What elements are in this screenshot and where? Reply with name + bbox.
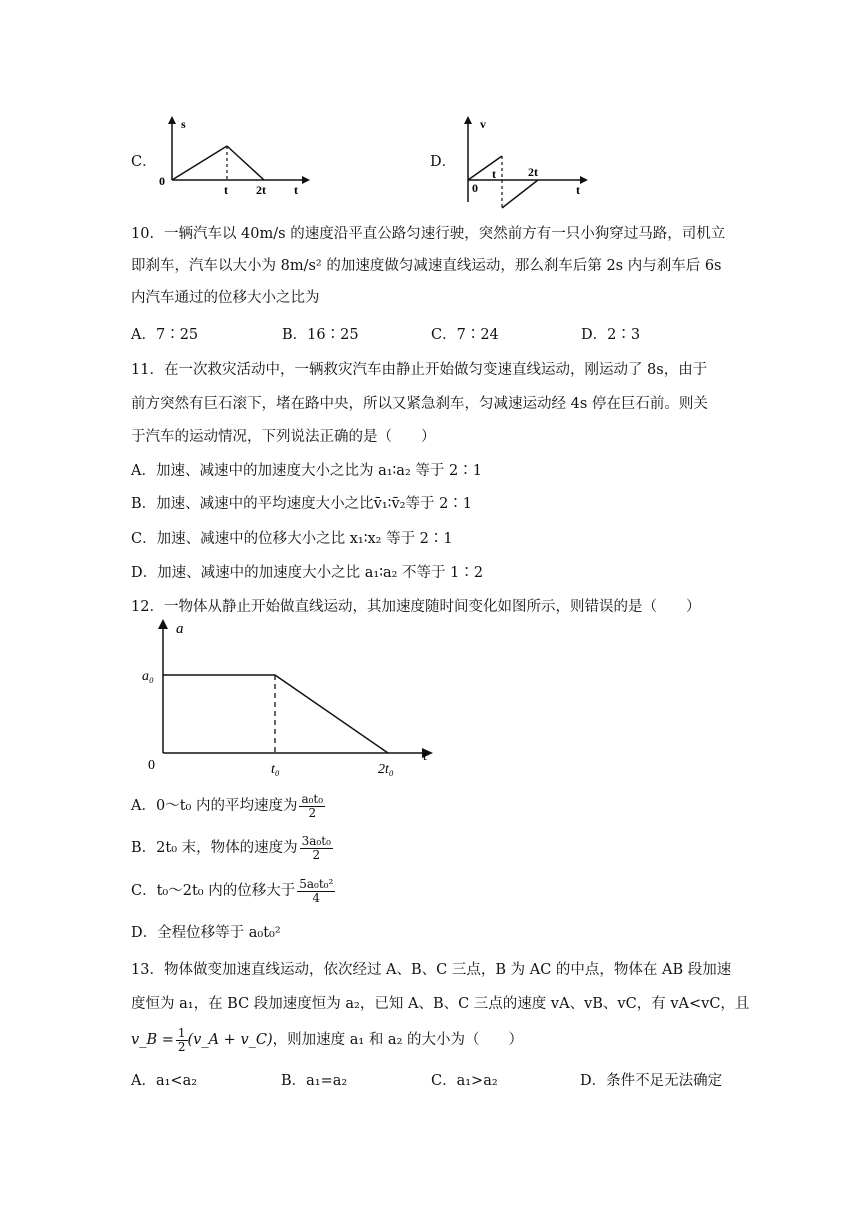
q10-option-c: C．7∶24 <box>431 327 499 343</box>
q11-option-b-v2: v̄₂ <box>391 496 406 512</box>
graph-d-origin: 0 <box>472 181 478 195</box>
q12-stem: 12．一物体从静止开始做直线运动，其加速度随时间变化如图所示，则错误的是（ ） <box>131 599 701 615</box>
q12-option-a-text: A．0～t₀ 内的平均速度为 <box>131 798 298 814</box>
graph-c-ylabel: s <box>181 117 186 131</box>
q9-graph-d <box>450 112 595 212</box>
graph-a0-label: a₀ <box>142 669 154 684</box>
q9-option-d-label: D． <box>430 154 457 170</box>
q10-option-a: A．7∶25 <box>131 327 199 343</box>
q13-eq-rhs: (v_A + v_C) <box>187 1032 273 1048</box>
q10-option-d: D．2∶3 <box>581 327 641 343</box>
q10-option-b: B．16∶25 <box>282 327 359 343</box>
graph-d-tick-2t: 2t <box>528 165 538 179</box>
fraction-numerator: 5a₀t₀² <box>299 876 334 891</box>
q13-eq-fraction <box>176 1027 188 1054</box>
q11-option-b-pre: B．加速、减速中的平均速度大小之比 <box>131 496 374 512</box>
q12-option-b <box>131 834 333 862</box>
q13-line-3-rest: ，则加速度 a₁ 和 a₂ 的大小为（ ） <box>272 1032 523 1048</box>
fraction-numerator: a₀t₀ <box>301 791 324 806</box>
q10-line-2: 即刹车，汽车以大小为 8m/s² 的加速度做匀减速直线运动，那么刹车后第 2s 内与刹车后 6s <box>131 258 722 274</box>
fraction-denominator: 4 <box>312 890 321 905</box>
q13-line-1: 13．物体做变加速直线运动，依次经过 A、B、C 三点，B 为 AC 的中点，物体在 AB 段加速 <box>131 962 732 978</box>
fraction-denominator: 2 <box>312 847 321 862</box>
q12-option-a-fraction <box>299 793 325 820</box>
q13-line-2: 度恒为 a₁，在 BC 段加速度恒为 a₂，已知 A、B、C 三点的速度 vA、vB、vC，有 vA<vC，且 <box>131 996 750 1012</box>
graph-t0-label: t₀ <box>271 762 280 777</box>
q10-line-1: 10．一辆汽车以 40m/s 的速度沿平直公路匀速行驶，突然前方有一只小狗穿过马路，司机立 <box>131 226 726 242</box>
q11-option-d: D．加速、减速中的加速度大小之比 a₁∶a₂ 不等于 1∶2 <box>131 565 484 581</box>
q13-option-c: C．a₁>a₂ <box>431 1073 498 1089</box>
graph-xlabel: t <box>423 748 428 764</box>
q11-option-b-v1: v̄₁ <box>373 496 388 512</box>
q11-option-c: C．加速、减速中的位移大小之比 x₁∶x₂ 等于 2∶1 <box>131 531 453 547</box>
q13-eq-lhs: v_B = <box>131 1032 174 1048</box>
graph-2t0-label: 2t₀ <box>378 762 394 777</box>
q13-option-a: A．a₁<a₂ <box>131 1073 198 1089</box>
graph-c-tick-t: t <box>224 183 228 197</box>
fraction-denominator: 2 <box>308 805 317 820</box>
q12-option-b-fraction <box>300 835 333 862</box>
q12-option-a <box>131 792 325 820</box>
q13-option-d: D．条件不足无法确定 <box>580 1073 723 1089</box>
q11-line-1: 11．在一次救灾活动中，一辆救灾汽车由静止开始做匀变速直线运动，刚运动了 8s，由于 <box>131 362 708 378</box>
q11-option-a: A．加速、减速中的加速度大小之比为 a₁∶a₂ 等于 2∶1 <box>131 463 482 479</box>
graph-c-tick-2t: 2t <box>256 183 266 197</box>
q13-line-3 <box>131 1026 523 1054</box>
q11-option-b-post: 等于 2∶1 <box>405 496 473 512</box>
q11-option-b-sep: ∶ <box>387 496 392 512</box>
q9-graph-c <box>152 112 312 197</box>
graph-d-ylabel: v <box>480 117 486 131</box>
fraction-numerator: 3a₀t₀ <box>301 833 331 848</box>
fraction-denominator: 2 <box>177 1039 186 1054</box>
q11-line-3: 于汽车的运动情况，下列说法正确的是（ ） <box>131 429 436 445</box>
fraction-numerator: 1 <box>177 1025 186 1040</box>
q12-option-d: D．全程位移等于 a₀t₀² <box>131 925 281 941</box>
q12-acceleration-graph <box>138 617 443 777</box>
q10-line-3: 内汽车通过的位移大小之比为 <box>131 290 320 306</box>
graph-d-xlabel: t <box>576 183 580 197</box>
graph-origin: 0 <box>148 758 155 773</box>
q12-option-c-text: C．t₀～2t₀ 内的位移大于 <box>131 883 296 899</box>
q13-option-b: B．a₁=a₂ <box>281 1073 348 1089</box>
graph-ylabel: a <box>176 621 184 637</box>
q11-line-2: 前方突然有巨石滚下，堵在路中央，所以又紧急刹车，匀减速运动经 4s 停在巨石前。则关 <box>131 396 708 412</box>
graph-c-xlabel: t <box>294 183 298 197</box>
graph-d-tick-t: t <box>492 167 496 181</box>
q12-option-c-fraction <box>297 878 335 905</box>
q12-option-c <box>131 877 335 905</box>
q11-option-b <box>131 494 472 514</box>
q9-option-c-label: C． <box>131 154 157 170</box>
q12-option-b-text: B．2t₀ 末，物体的速度为 <box>131 840 298 856</box>
graph-c-origin: 0 <box>159 174 165 188</box>
